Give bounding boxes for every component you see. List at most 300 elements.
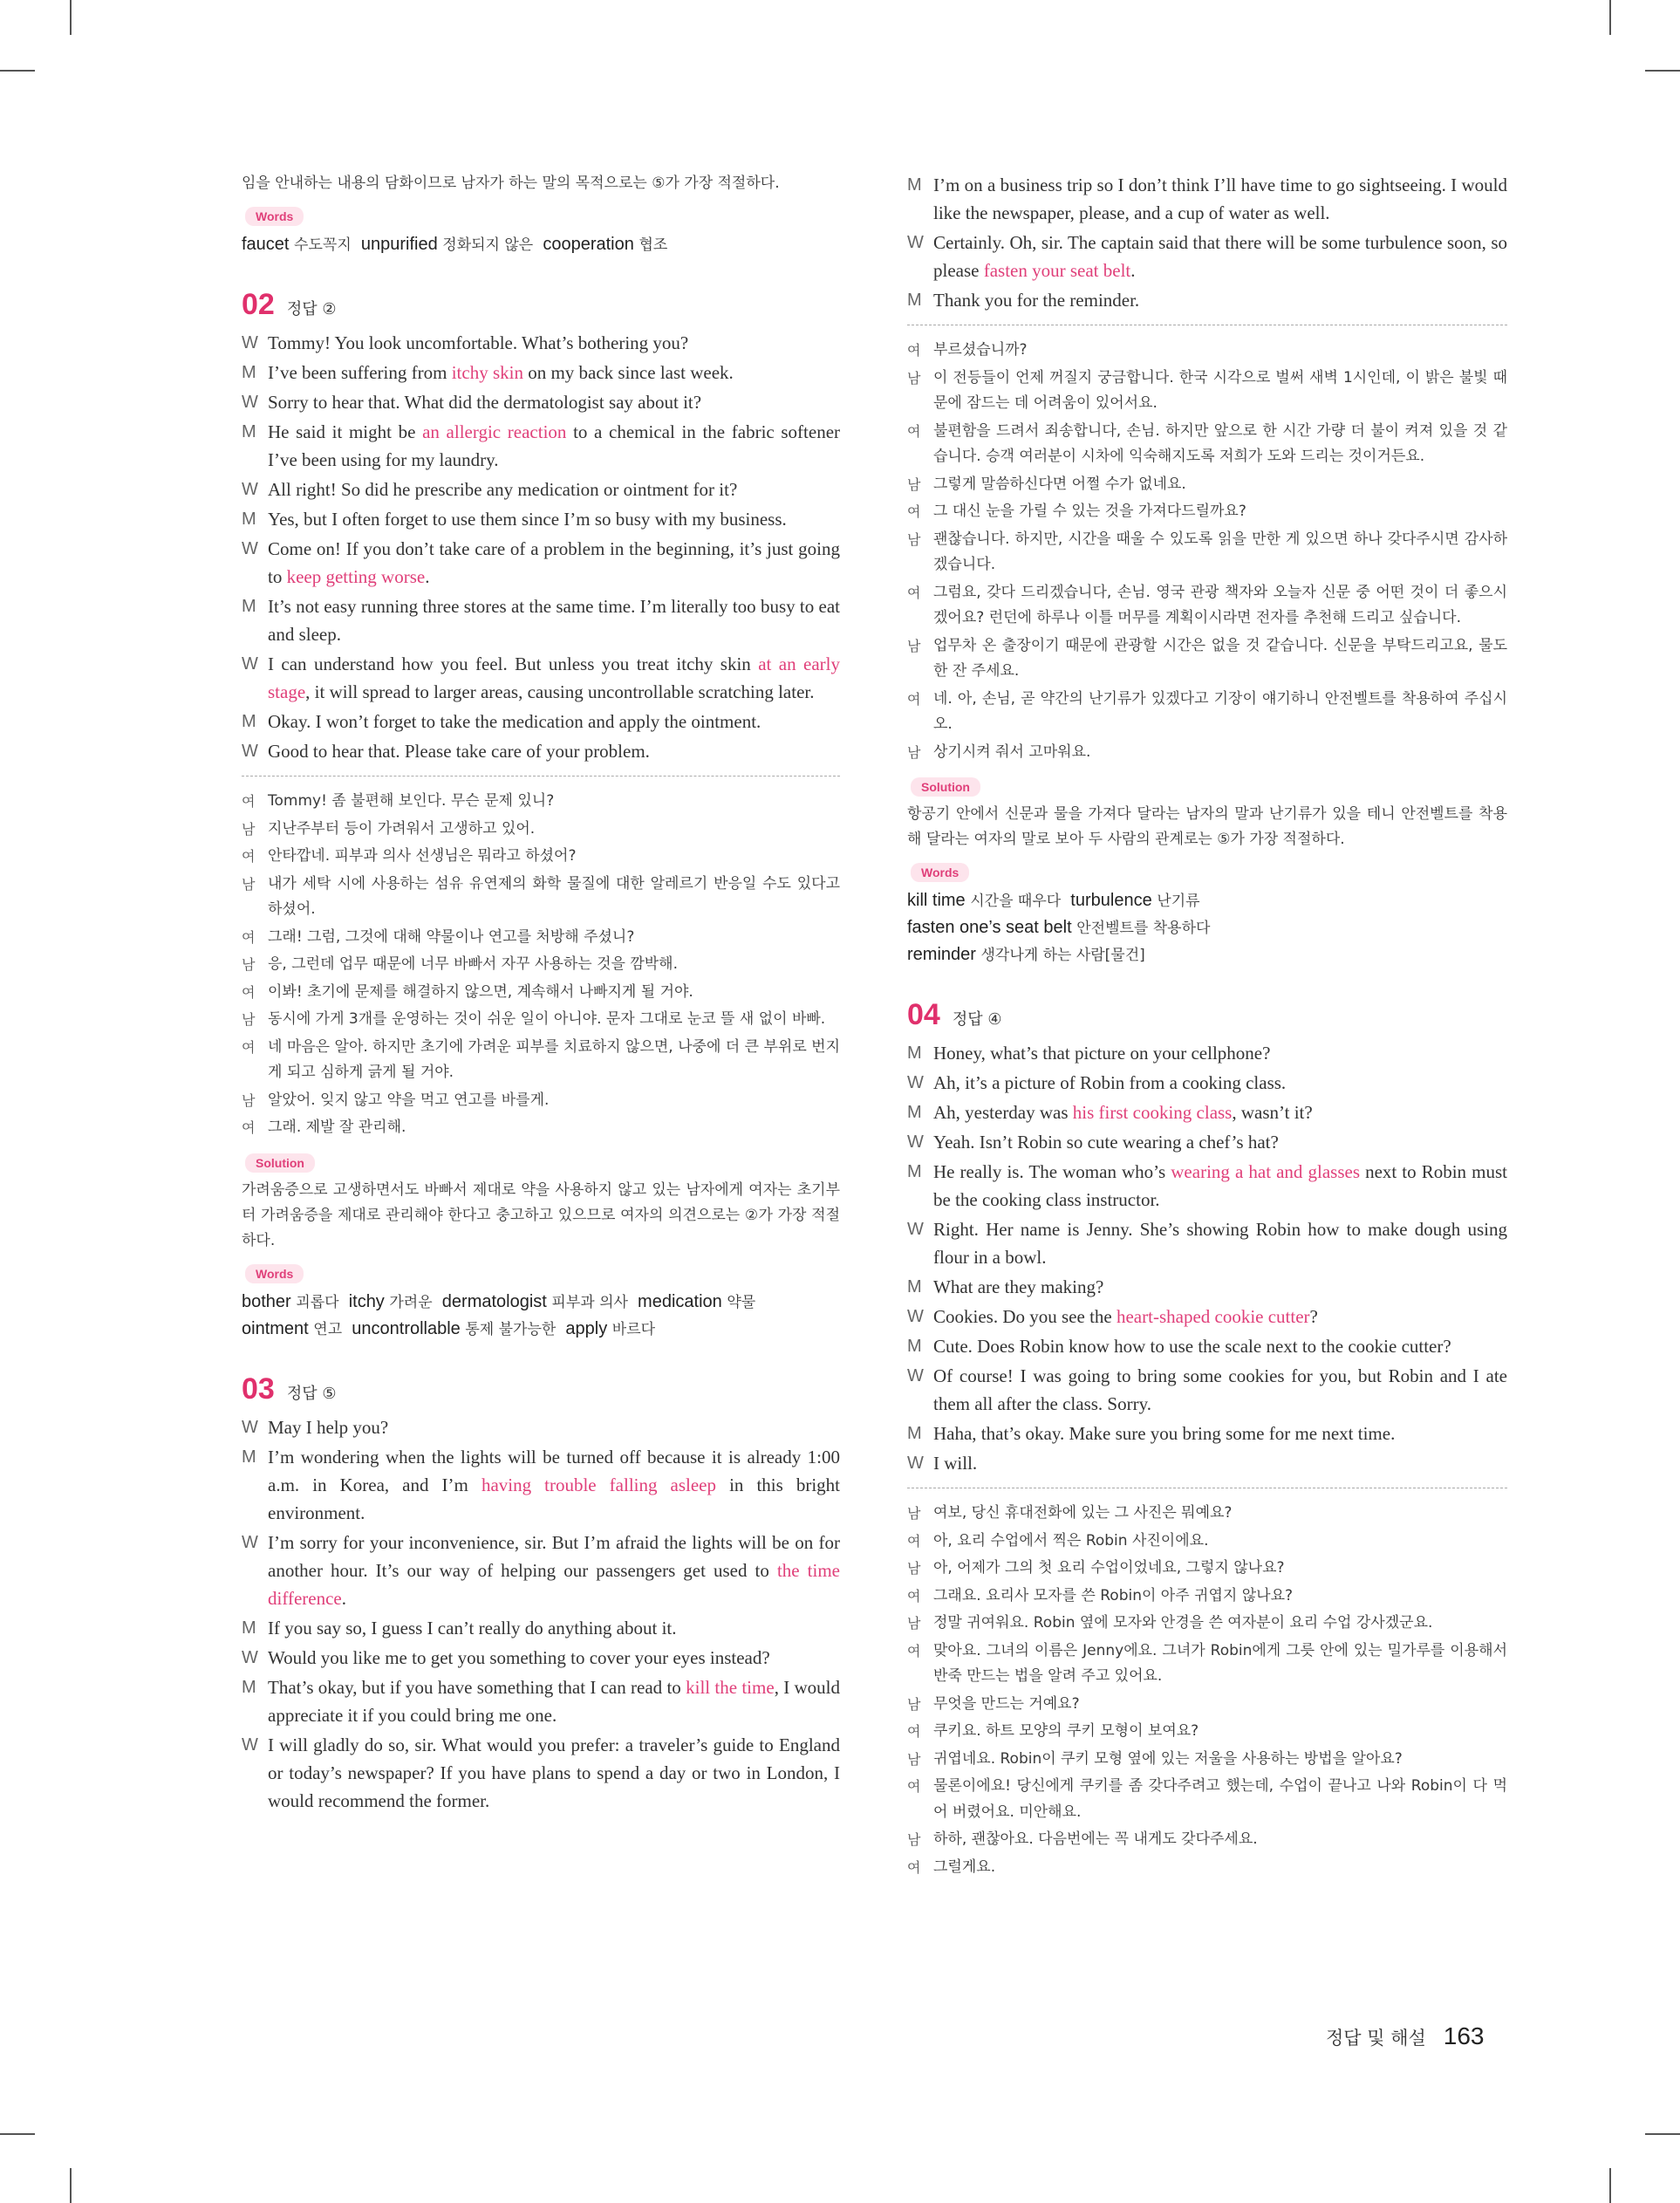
dialogue-text: [933, 1098, 1507, 1126]
dialogue-line: [242, 1673, 840, 1729]
vocab-term: reminder: [907, 945, 976, 964]
speaker-label: 여: [907, 1642, 921, 1659]
dialogue-fragment: I’ve been suffering from: [268, 362, 452, 383]
vocab-term: turbulence: [1070, 891, 1152, 910]
vocab-meaning: 시간을 때우다: [970, 893, 1062, 910]
vocab-row: [242, 1316, 840, 1343]
translation-text: 응, 그런데 업무 때문에 너무 바빠서 자꾸 사용하는 것을 깜박해.: [268, 955, 678, 973]
translation-text: 동시에 가게 3개를 운영하는 것이 쉬운 일이 아니야. 문자 그대로 눈코 뜰 새 없이 바빠.: [268, 1010, 826, 1028]
vocab-row: [907, 914, 1507, 941]
vocab-term: uncontrollable: [352, 1318, 461, 1338]
dialogue-line: [907, 1273, 1507, 1301]
dialogue-line: [242, 1614, 840, 1642]
dialogue-fragment: .: [341, 1587, 346, 1609]
speaker-label: W: [242, 1647, 258, 1667]
translation-line: [907, 499, 1507, 525]
translation-line: [907, 633, 1507, 685]
translation-text: 그래! 그럼, 그것에 대해 약물이나 연고를 처방해 주셨니?: [268, 927, 635, 946]
dialogue-line: [907, 1303, 1507, 1331]
translation-line: [242, 817, 840, 843]
translation-text: 그래요. 요리사 모자를 쓴 Robin이 아주 귀엽지 않나요?: [933, 1586, 1294, 1604]
vocab-meaning: 안전벨트를 착용하다: [1076, 920, 1211, 937]
dialogue-line: [242, 650, 840, 706]
dialogue-fragment: Tommy! You look uncomfortable. What’s bothering you?: [268, 332, 689, 353]
translation-line: [242, 1115, 840, 1141]
dialogue-fragment: Of course! I was going to bring some cookies for you, but Robin and I ate them all after the class. Sorry.: [933, 1365, 1507, 1414]
translation-line: [907, 338, 1507, 364]
translation-line: [907, 1501, 1507, 1527]
page-number: 163: [1443, 2022, 1485, 2049]
dialogue-line: [242, 505, 840, 533]
vocab-row: [907, 941, 1507, 968]
speaker-label: 남: [907, 475, 921, 493]
dialogue-line: [242, 1413, 840, 1441]
translation-text: 안타깝네. 피부과 의사 선생님은 뭐라고 하셨어?: [268, 847, 577, 865]
translation-text: 그 대신 눈을 가릴 수 있는 것을 가져다드릴까요?: [933, 503, 1246, 520]
q02-header: [242, 288, 840, 322]
dialogue-text: [268, 535, 840, 591]
dialogue-text: [933, 1420, 1507, 1447]
speaker-label: 남: [907, 1505, 921, 1522]
dialogue-fragment: Certainly. Oh, sir. The captain said that there will be some turbulence soon, so please: [933, 232, 1507, 281]
dialogue-text: [268, 329, 840, 357]
right-column: [907, 171, 1507, 1882]
speaker-label: 남: [907, 637, 921, 654]
translation-text: 물론이에요! 당신에게 쿠키를 좀 갖다주려고 했는데, 수업이 끝나고 나와 Robin이 다 먹어 버렸어요. 미안해요.: [933, 1777, 1507, 1821]
speaker-label: W: [242, 1734, 258, 1755]
dialogue-text: [268, 1413, 840, 1441]
dialogue-fragment: next to Robin must be the cooking class instructor.: [933, 1161, 1507, 1210]
speaker-label: W: [907, 1366, 924, 1385]
speaker-label: 남: [242, 875, 256, 893]
translation-text: 하하, 괜찮아요. 다음번에는 꼭 내게도 갖다주세요.: [933, 1830, 1258, 1848]
dialogue-line: [907, 286, 1507, 314]
crop-mark: [1645, 70, 1680, 72]
q03-words: [907, 887, 1507, 968]
dialogue-fragment: All right! So did he prescribe any medication or ointment for it?: [268, 479, 738, 500]
translation-line: [242, 952, 840, 978]
vocab-meaning: 가려운: [389, 1293, 433, 1311]
dialogue-line: [907, 1158, 1507, 1214]
dialogue-text: [268, 475, 840, 503]
highlighted-phrase: at an early stage: [268, 653, 840, 702]
translation-text: 그렇게 말씀하신다면 어쩔 수가 없네요.: [933, 475, 1186, 493]
dialogue-fragment: Yes, but I often forget to use them since I’m so busy with my business.: [268, 509, 787, 530]
dialogue-text: [268, 1614, 840, 1642]
translation-line: [907, 1719, 1507, 1745]
dialogue-fragment: ?: [1309, 1306, 1318, 1327]
vocab-term: ointment: [242, 1318, 309, 1338]
q03-dialogue-part2: [907, 171, 1507, 314]
dialogue-line: [907, 1098, 1507, 1126]
dialogue-text: [268, 505, 840, 533]
dialogue-text: [268, 592, 840, 648]
q04-dialogue: [907, 1039, 1507, 1477]
crop-mark: [0, 2133, 35, 2135]
dialogue-line: [242, 388, 840, 416]
vocab-meaning: 연고: [313, 1320, 343, 1338]
translation-line: [907, 1747, 1507, 1773]
vocab-meaning: 바르다: [611, 1320, 656, 1338]
dialogue-fragment: Would you like me to get you something to cover your eyes instead?: [268, 1646, 770, 1668]
translation-text: 부르셨습니까?: [933, 341, 1028, 359]
translation-line: [242, 1088, 840, 1114]
translation-line: [907, 1584, 1507, 1610]
translation-text: 아, 요리 수업에서 찍은 Robin 사진이에요.: [933, 1531, 1209, 1550]
dialogue-fragment: Ah, yesterday was: [933, 1102, 1073, 1123]
translation-text: 알았어. 잊지 않고 약을 먹고 연고를 바를게.: [268, 1091, 550, 1109]
speaker-label: W: [907, 1220, 924, 1239]
dialogue-text: [933, 1158, 1507, 1214]
translation-line: [907, 1556, 1507, 1582]
crop-mark: [1609, 0, 1611, 35]
dialogue-text: [268, 359, 840, 387]
speaker-label: M: [907, 1337, 922, 1356]
dialogue-fragment: Sorry to hear that. What did the dermatologist say about it?: [268, 392, 702, 413]
vocab-term: itchy: [348, 1291, 385, 1311]
crop-mark: [70, 0, 72, 35]
speaker-label: W: [907, 1307, 924, 1326]
translation-text: 맞아요. 그녀의 이름은 Jenny에요. 그녀가 Robin에게 그릇 안에 있는 밀가루를 이용해서 반죽 만드는 법을 알려 주고 있어요.: [933, 1641, 1507, 1685]
speaker-label: M: [242, 422, 256, 441]
speaker-label: W: [907, 233, 924, 252]
q04-translation: [907, 1501, 1507, 1880]
q03-number: 03: [242, 1372, 275, 1406]
dialogue-fragment: Cute. Does Robin know how to use the scale next to the cookie cutter?: [933, 1336, 1451, 1357]
vocab-term: apply: [565, 1318, 608, 1338]
dialogue-fragment: Yeah. Isn’t Robin so cute wearing a chef’s hat?: [933, 1132, 1279, 1153]
translation-text: 귀엽네요. Robin이 쿠키 모형 옆에 있는 저울을 사용하는 방법을 알아요?: [933, 1749, 1403, 1768]
dialogue-text: [933, 1449, 1507, 1477]
dialogue-text: [268, 1443, 840, 1527]
speaker-label: 남: [242, 1091, 256, 1109]
translation-line: [907, 1611, 1507, 1637]
translation-line: [907, 366, 1507, 417]
dialogue-line: [907, 1039, 1507, 1067]
dialogue-line: [242, 1731, 840, 1815]
dialogue-fragment: Good to hear that. Please take care of your problem.: [268, 741, 650, 762]
vocab-term: bother: [242, 1291, 291, 1311]
speaker-label: M: [242, 1677, 256, 1697]
dialogue-fragment: I’m wondering when the lights will be turned off because it is already 1:00 a.m. in Korea, and I’m: [268, 1446, 840, 1495]
speaker-label: W: [907, 1132, 924, 1152]
dialogue-fragment: What are they making?: [933, 1276, 1104, 1297]
dialogue-text: [933, 1128, 1507, 1156]
dialogue-fragment: He said it might be: [268, 421, 423, 442]
dialogue-fragment: .: [1130, 260, 1136, 281]
dialogue-text: [268, 1673, 840, 1729]
speaker-label: 남: [907, 1831, 921, 1848]
dialogue-text: [268, 1731, 840, 1815]
translation-line: [907, 1855, 1507, 1881]
translation-text: 그럴게요.: [933, 1857, 996, 1876]
q01-words: [242, 231, 840, 258]
translation-text: 불편함을 드려서 죄송합니다, 손님. 하지만 앞으로 한 시간 가량 더 불이 켜져 있을 것 같습니다. 승객 여러분이 시차에 익숙해지도록 저희가 도와 드리는 것이거든요.: [933, 421, 1507, 465]
page-footer: [1326, 2022, 1485, 2050]
translation-line: [907, 687, 1507, 738]
translation-text: 괜찮습니다. 하지만, 시간을 때울 수 있도록 읽을 만한 게 있으면 하나 갖다주시면 감사하겠습니다.: [933, 530, 1507, 573]
dialogue-fragment: in this bright environment.: [268, 1474, 840, 1523]
dialogue-text: [933, 171, 1507, 227]
speaker-label: W: [907, 1073, 924, 1092]
speaker-label: 남: [242, 1011, 256, 1028]
dialogue-text: [933, 1332, 1507, 1360]
highlighted-phrase: an allergic reaction: [422, 421, 567, 442]
speaker-label: M: [242, 1618, 256, 1638]
q03-solution-badge: Solution: [911, 777, 980, 797]
q02-solution: [242, 1178, 840, 1254]
dialogue-line: [242, 1644, 840, 1672]
q01-explanation-tail: [242, 171, 840, 196]
dialogue-text: [268, 1529, 840, 1612]
translation-line: [907, 740, 1507, 766]
speaker-label: 여: [907, 1723, 921, 1740]
dialogue-fragment: to a chemical in the fabric softener I’ve been using for my laundry.: [268, 421, 841, 470]
dialogue-line: [907, 1128, 1507, 1156]
q02-words-badge: Words: [245, 1264, 304, 1283]
dialogue-line: [242, 418, 840, 474]
q01-words-badge: Words: [245, 207, 304, 226]
q04-answer: 정답 ④: [952, 1010, 1002, 1029]
speaker-label: 여: [907, 422, 921, 440]
translation-line: [242, 789, 840, 815]
speaker-label: W: [242, 742, 258, 761]
speaker-label: 남: [907, 369, 921, 387]
translation-text: 아, 어제가 그의 첫 요리 수업이었네요, 그렇지 않나요?: [933, 1559, 1285, 1577]
dialogue-fragment: Ah, it’s a picture of Robin from a cooking class.: [933, 1072, 1287, 1093]
translation-line: [907, 472, 1507, 498]
dialogue-text: [933, 1273, 1507, 1301]
translation-line: [907, 1529, 1507, 1555]
dialogue-line: [907, 1332, 1507, 1360]
speaker-label: M: [907, 1277, 922, 1296]
dialogue-text: [268, 650, 840, 706]
speaker-label: M: [907, 175, 922, 195]
translation-text: Tommy! 좀 불편해 보인다. 무슨 문제 있니?: [268, 792, 555, 810]
highlighted-phrase: keep getting worse: [286, 566, 426, 587]
speaker-label: W: [242, 654, 258, 674]
highlighted-phrase: fasten your seat belt: [983, 260, 1131, 281]
dialogue-line: [907, 1362, 1507, 1418]
dialogue-line: [242, 535, 840, 591]
crop-mark: [1609, 2168, 1611, 2203]
dialogue-text: [933, 1215, 1507, 1271]
highlighted-phrase: wearing a hat and glasses: [1171, 1161, 1360, 1182]
highlighted-phrase: kill the time: [686, 1676, 775, 1698]
dialogue-fragment: I can understand how you feel. But unless you treat itchy skin: [268, 653, 759, 674]
crop-mark: [0, 70, 35, 72]
q02-dialogue: [242, 329, 840, 765]
speaker-label: W: [242, 480, 258, 499]
speaker-label: 여: [907, 1532, 921, 1550]
translation-line: [907, 1774, 1507, 1825]
translation-line: [907, 527, 1507, 578]
dialogue-fragment: Right. Her name is Jenny. She’s showing Robin how to make dough using flour in a bowl.: [933, 1219, 1507, 1268]
q02-solution-badge: Solution: [245, 1153, 315, 1173]
speaker-label: 남: [242, 820, 256, 838]
vocab-meaning: 통제 불가능한: [465, 1320, 557, 1338]
vocab-row: [907, 887, 1507, 914]
translation-line: [907, 1827, 1507, 1853]
dialogue-fragment: It’s not easy running three stores at the same time. I’m literally too busy to eat and sleep.: [268, 596, 840, 645]
dialogue-text: [933, 1039, 1507, 1067]
vocab-term: kill time: [907, 891, 966, 910]
vocab-row: [242, 1289, 840, 1316]
translation-line: [242, 1035, 840, 1086]
translation-line: [242, 844, 840, 870]
q02-answer: 정답 ②: [286, 300, 337, 318]
dialogue-text: [268, 418, 840, 474]
dialogue-text: [933, 229, 1507, 284]
dialogue-text: [268, 388, 840, 416]
crop-mark: [70, 2168, 72, 2203]
speaker-label: 남: [242, 956, 256, 973]
q04-header: [907, 998, 1507, 1032]
q03-header: [242, 1372, 840, 1406]
dialogue-line: [242, 1529, 840, 1612]
speaker-label: 여: [907, 1587, 921, 1604]
vocab-meaning: 약물: [727, 1293, 756, 1311]
dialogue-fragment: He really is. The woman who’s: [933, 1161, 1171, 1182]
speaker-label: M: [907, 1103, 922, 1122]
dialogue-line: [242, 592, 840, 648]
dialogue-line: [242, 1443, 840, 1527]
dialogue-fragment: , I would appreciate it if you could bring me one.: [268, 1676, 841, 1726]
dialogue-line: [242, 737, 840, 765]
dialogue-fragment: .: [425, 566, 430, 587]
dialogue-fragment: I’m on a business trip so I don’t think I’ll have time to go sightseeing. I would like the newspaper, please, and a cup of water as well.: [933, 174, 1507, 223]
speaker-label: 남: [907, 1560, 921, 1577]
vocab-term: cooperation: [543, 235, 634, 254]
dialogue-fragment: I will gladly do so, sir. What would you prefer: a traveler’s guide to England or today’s newspaper? If you have plans to spend a day or two in London, I would recommend the former.: [268, 1734, 840, 1811]
translation-line: [242, 980, 840, 1006]
translation-line: [242, 872, 840, 923]
translation-text: 상기시켜 줘서 고마워요.: [933, 742, 1091, 761]
q03-solution-text: 항공기 안에서 신문과 물을 가져다 달라는 남자의 말과 난기류가 있을 테니 안전벨트를 착용해 달라는 여자의 말로 보아 두 사람의 관계로는 ⑤가 가장 적절하다.: [907, 805, 1507, 848]
speaker-label: W: [242, 393, 258, 412]
dialogue-fragment: Haha, that’s okay. Make sure you bring some for me next time.: [933, 1423, 1396, 1444]
dialogue-line: [907, 1449, 1507, 1477]
translation-line: [242, 925, 840, 951]
translation-line: [907, 1692, 1507, 1718]
q03-translation: [907, 338, 1507, 765]
speaker-label: W: [242, 1417, 258, 1437]
highlighted-phrase: the time difference: [268, 1559, 840, 1609]
speaker-label: M: [242, 1447, 256, 1467]
translation-text: 네 마음은 알아. 하지만 초기에 가려운 피부를 치료하지 않으면, 나중에 더 큰 부위로 번지게 되고 심하게 긁게 될 거야.: [268, 1037, 840, 1081]
dialogue-text: [933, 1303, 1507, 1331]
speaker-label: 여: [242, 983, 256, 1001]
speaker-label: M: [907, 1162, 922, 1181]
translation-text: 내가 세탁 시에 사용하는 섬유 유연제의 화학 물질에 대한 알레르기 반응일 수도 있다고 하셨어.: [268, 874, 840, 918]
translation-text: 이봐! 초기에 문제를 해결하지 않으면, 계속해서 나빠지게 될 거야.: [268, 982, 693, 1001]
translation-text: 정말 귀여워요. Robin 옆에 모자와 안경을 쓴 여자분이 요리 수업 강사겠군요.: [933, 1614, 1433, 1632]
speaker-label: M: [242, 597, 256, 616]
speaker-label: 남: [907, 530, 921, 548]
left-column: [242, 171, 840, 1816]
speaker-label: W: [242, 333, 258, 352]
vocab-term: dermatologist: [441, 1291, 547, 1311]
speaker-label: W: [242, 539, 258, 558]
vocab-row: [242, 231, 840, 258]
speaker-label: W: [242, 1532, 258, 1552]
speaker-label: 남: [907, 1695, 921, 1713]
q03-dialogue-part1: [242, 1413, 840, 1815]
q02-solution-text: 가려움증으로 고생하면서도 바빠서 제대로 약을 사용하지 않고 있는 남자에게 여자는 초기부터 가려움증을 제대로 관리해야 한다고 충고하고 있으므로 여자의 의견으로는 ②가 가장 적절하다.: [242, 1180, 840, 1249]
dialogue-line: [907, 1069, 1507, 1097]
speaker-label: 여: [907, 1858, 921, 1876]
dialogue-fragment: , it will spread to larger areas, causing uncontrollable scratching later.: [305, 681, 815, 702]
vocab-meaning: 난기류: [1157, 893, 1200, 910]
dialogue-line: [242, 708, 840, 735]
dialogue-line: [907, 1420, 1507, 1447]
speaker-label: W: [907, 1454, 924, 1473]
dialogue-line: [242, 475, 840, 503]
translation-text: 이 전등들이 언제 꺼질지 궁금합니다. 한국 시각으로 벌써 새벽 1시인데, 이 밝은 불빛 때문에 잠드는 데 어려움이 있어서요.: [933, 368, 1507, 412]
translation-text: 지난주부터 등이 가려워서 고생하고 있어.: [268, 819, 536, 838]
highlighted-phrase: itchy skin: [451, 362, 523, 383]
q02-number: 02: [242, 288, 275, 321]
speaker-label: 여: [242, 793, 256, 810]
translation-text: 쿠키요. 하트 모양의 쿠키 모형이 보여요?: [933, 1722, 1199, 1740]
speaker-label: 여: [907, 342, 921, 359]
vocab-meaning: 협조: [639, 236, 668, 254]
translation-text: 네. 아, 손님, 곧 약간의 난기류가 있겠다고 기장이 얘기하니 안전벨트를 착용하여 주십시오.: [933, 689, 1507, 733]
dialogue-text: [268, 1644, 840, 1672]
q04-number: 04: [907, 998, 940, 1031]
speaker-label: 여: [242, 848, 256, 865]
speaker-label: 여: [907, 503, 921, 520]
q02-words: [242, 1289, 840, 1343]
highlighted-phrase: having trouble falling asleep: [481, 1474, 717, 1495]
translation-line: [907, 1639, 1507, 1690]
dialogue-line: [907, 171, 1507, 227]
vocab-term: faucet: [242, 235, 290, 254]
q01-tail-text: 임을 안내하는 내용의 담화이므로 남자가 하는 말의 목적으로는 ⑤가 가장 적절하다.: [242, 174, 780, 192]
speaker-label: 여: [242, 1038, 256, 1056]
dialogue-text: [268, 708, 840, 735]
dialogue-line: [242, 359, 840, 387]
translation-text: 업무차 온 출장이기 때문에 관광할 시간은 없을 것 같습니다. 신문을 부탁드리고요, 물도 한 잔 주세요.: [933, 636, 1507, 680]
speaker-label: 여: [242, 1119, 256, 1136]
speaker-label: 남: [907, 1615, 921, 1632]
crop-mark: [1645, 2133, 1680, 2135]
speaker-label: M: [242, 363, 256, 382]
dialogue-text: [268, 737, 840, 765]
vocab-term: fasten one’s seat belt: [907, 918, 1072, 937]
dialogue-text: [933, 286, 1507, 314]
translation-text: 그래. 제발 잘 관리해.: [268, 1119, 406, 1136]
dialogue-fragment: If you say so, I guess I can’t really do anything about it.: [268, 1617, 677, 1639]
translation-line: [242, 1007, 840, 1033]
vocab-meaning: 생각나게 하는 사람[물건]: [980, 947, 1145, 964]
speaker-label: M: [907, 291, 922, 310]
highlighted-phrase: his first cooking class: [1072, 1102, 1233, 1123]
dialogue-fragment: Come on! If you don’t take care of a problem in the beginning, it’s just going to: [268, 538, 840, 587]
speaker-label: M: [242, 712, 256, 731]
dialogue-fragment: May I help you?: [268, 1416, 389, 1438]
dialogue-text: [933, 1362, 1507, 1418]
dialogue-text: [933, 1069, 1507, 1097]
speaker-label: M: [907, 1424, 922, 1443]
translation-text: 그럼요, 갖다 드리겠습니다, 손님. 영국 관광 책자와 오늘자 신문 중 어떤 것이 더 좋으시겠어요? 런던에 하루나 이틀 머무를 계획이시라면 전자를 추천해 드리고 싶습니다.: [933, 583, 1507, 626]
vocab-meaning: 피부과 의사: [551, 1293, 628, 1311]
dialogue-fragment: I’m sorry for your inconvenience, sir. But I’m afraid the lights will be on for another hour. It’s our way of helping our passengers get used to: [268, 1531, 840, 1581]
dialogue-fragment: , wasn’t it?: [1232, 1102, 1313, 1123]
dialogue-fragment: That’s okay, but if you have something that I can read to: [268, 1676, 686, 1698]
dialogue-line: [907, 1215, 1507, 1271]
q02-translation: [242, 789, 840, 1141]
